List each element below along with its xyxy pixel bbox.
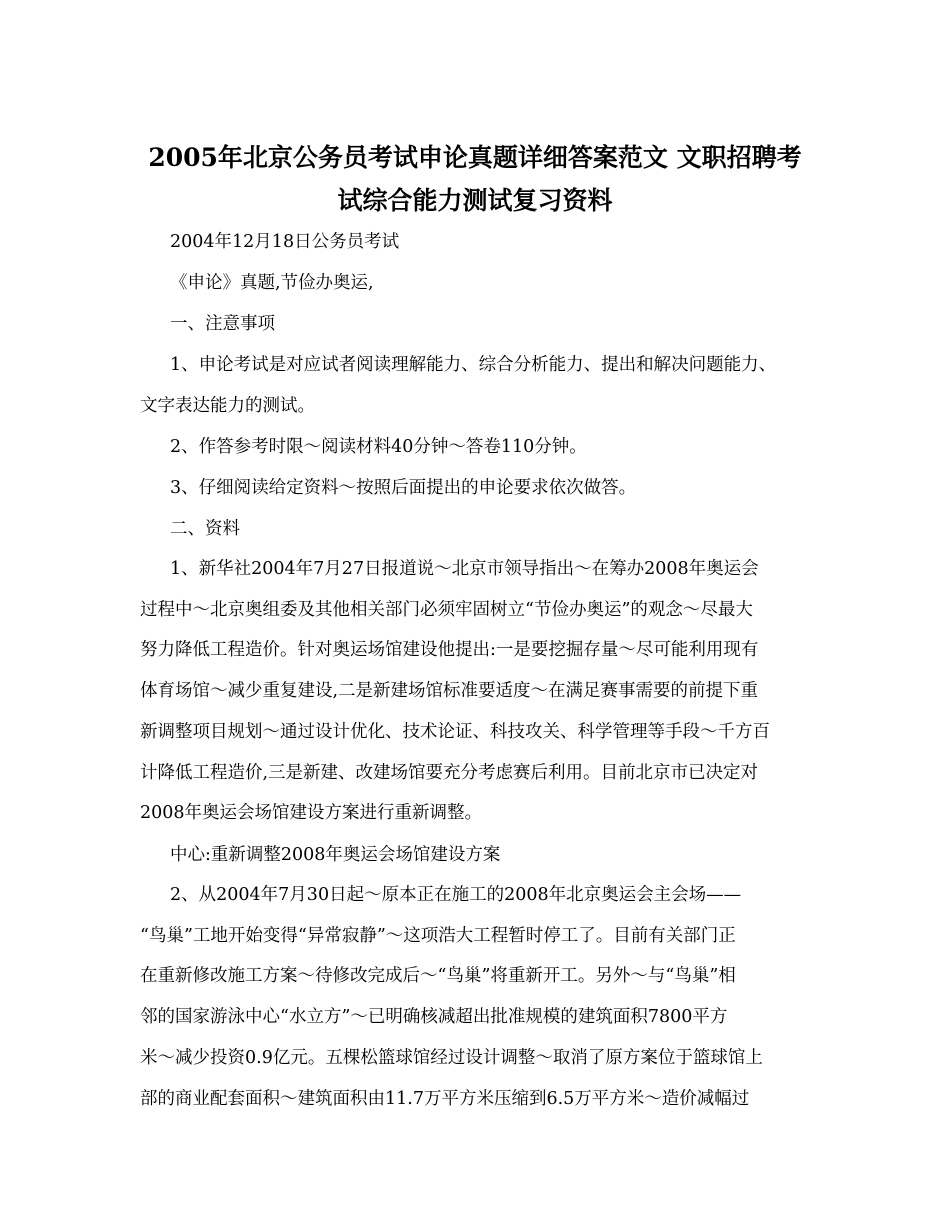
paragraph-line: 邻的国家游泳中心“水立方”～已明确核减超出批准规模的建筑面积7800平方 [140, 1007, 728, 1027]
paragraph-line: 2、作答参考时限～阅读材料40分钟～答卷110分钟。 [170, 437, 587, 457]
paragraph-line: 新调整项目规划～通过设计优化、技术论证、科技攻关、科学管理等手段～千方百 [140, 722, 770, 742]
paragraph-line: 过程中～北京奥组委及其他相关部门必须牢固树立“节俭办奥运”的观念～尽最大 [140, 600, 753, 620]
document-title-line-2: 试综合能力测试复习资料 [337, 186, 613, 215]
paragraph-line: 努力降低工程造价。针对奥运场馆建设他提出:一是要挖掘存量～尽可能利用现有 [140, 640, 759, 660]
section-heading-notes: 一、注意事项 [170, 314, 275, 334]
paragraph-line: 1、新华社2004年7月27日报道说～北京市领导指出～在筹办2008年奥运会 [170, 559, 759, 579]
section-heading-materials: 二、资料 [170, 519, 240, 539]
document-title-line-1: 2005年北京公务员考试申论真题详细答案范文 文职招聘考 [148, 143, 802, 172]
paragraph-line: 计降低工程造价,三是新建、改建场馆要充分考虑赛后利用。目前北京市已决定对 [140, 763, 759, 783]
paragraph-line: 2008年奥运会场馆建设方案进行重新调整。 [140, 803, 483, 823]
paragraph-line: 米～减少投资0.9亿元。五棵松篮球馆经过设计调整～取消了原方案位于篮球馆上 [140, 1048, 763, 1068]
paragraph-line: 2、从2004年7月30日起～原本正在施工的2008年北京奥运会主会场—— [170, 885, 742, 905]
paragraph-line: 在重新修改施工方案～待修改完成后～“鸟巢”将重新开工。另外～与“鸟巢”相 [140, 966, 736, 986]
paragraph-line: 中心:重新调整2008年奥运会场馆建设方案 [170, 845, 501, 865]
paragraph-line: 文字表达能力的测试。 [140, 396, 315, 416]
paragraph-line: 体育场馆～减少重复建设,二是新建场馆标准要适度～在满足赛事需要的前提下重 [140, 681, 759, 701]
paragraph-line: 3、仔细阅读给定资料～按照后面提出的申论要求依次做答。 [170, 478, 637, 498]
paragraph-line: 部的商业配套面积～建筑面积由11.7万平方米压缩到6.5万平方米～造价减幅过 [140, 1089, 750, 1109]
paragraph-line: “鸟巢”工地开始变得“异常寂静”～这项浩大工程暂时停工了。目前有关部门正 [140, 926, 736, 946]
date-line: 2004年12月18日公务员考试 [170, 232, 400, 252]
subtitle-line: 《申论》真题,节俭办奥运, [170, 273, 374, 293]
paragraph-line: 1、申论考试是对应试者阅读理解能力、综合分析能力、提出和解决问题能力、 [170, 355, 777, 375]
